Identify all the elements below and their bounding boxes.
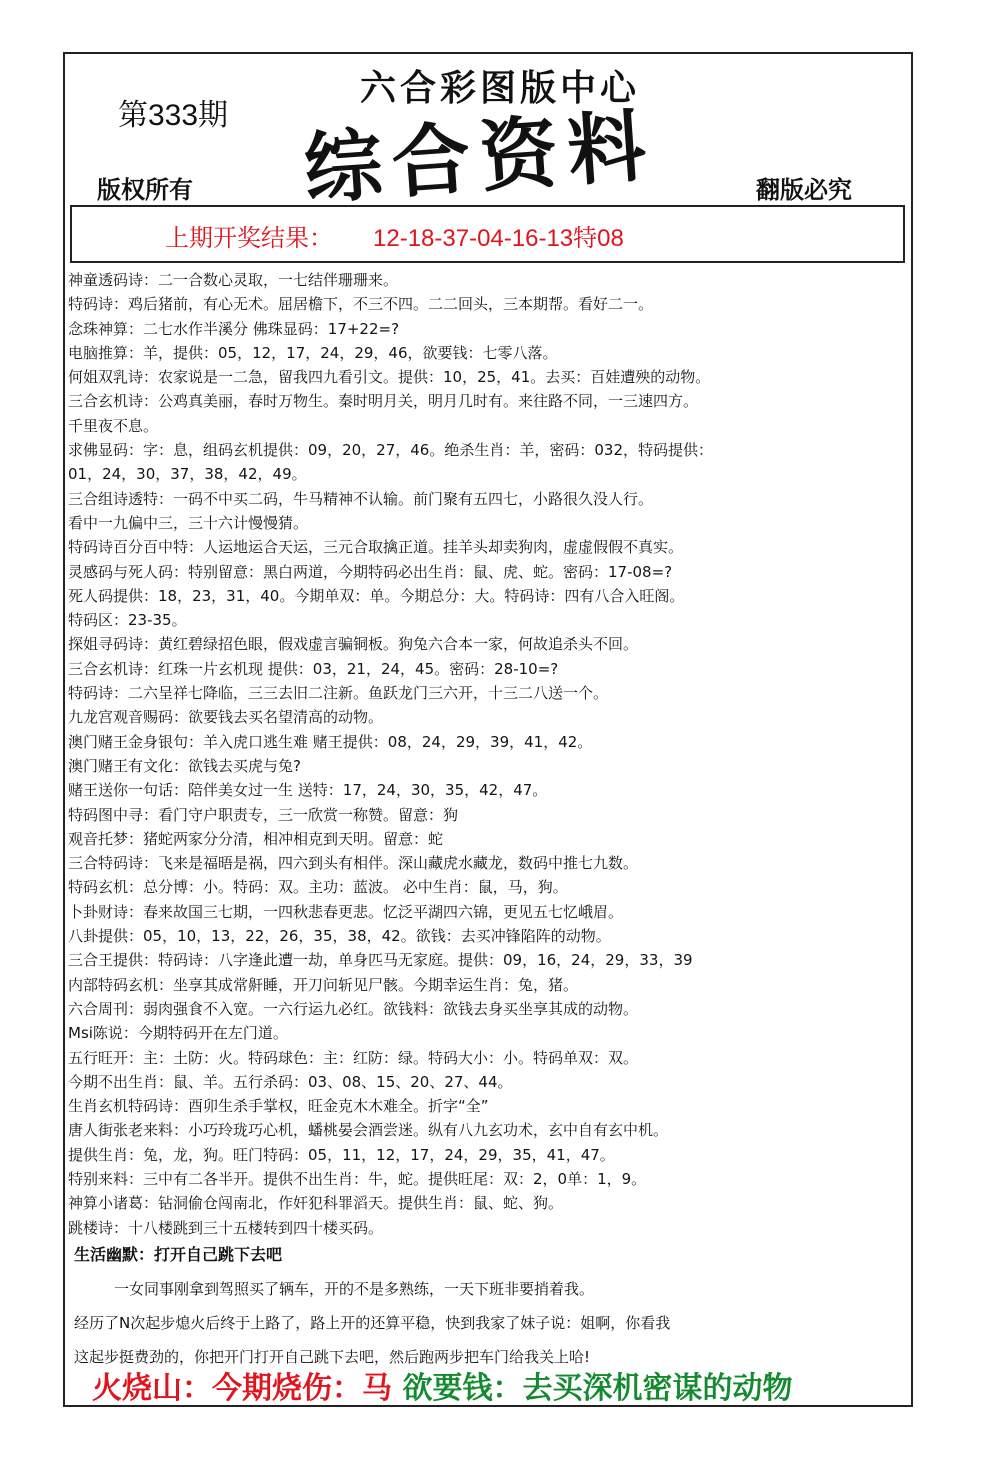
info-line: 内部特码玄机：坐享其成常鼾睡，开刀问斩见尸骸。今期幸运生肖：兔，猪。 [68, 975, 579, 994]
info-line: 三合特码诗：飞来是福晤是祸，四六到头有相伴。深山藏虎水藏龙，数码中推七九数。 [68, 854, 639, 873]
humor-section [74, 1238, 904, 1374]
info-line: 灵感码与死人码：特别留意：黑白两道，今期特码必出生肖：鼠、虎、蛇。密码：17-08=? [68, 562, 673, 581]
info-line: 千里夜不息。 [68, 416, 159, 435]
info-line: 特码玄机：总分博：小。特码：双。主功：蓝波。 必中生肖：鼠，马，狗。 [68, 878, 568, 897]
info-line: 三合玄机诗：公鸡真美丽，春时万物生。秦时明月关，明月几时有。来往路不同，一三速四方。 [68, 392, 699, 411]
info-line: 澳门赌王有文化：欲钱去买虎与兔? [68, 756, 301, 775]
info-line: 神童透码诗：二一合数心灵取，一七结伴珊珊来。 [68, 271, 399, 289]
copyright-right: 翻版必究 [756, 175, 852, 204]
info-line: 看中一九偏中三，三十六计慢慢猜。 [68, 513, 309, 532]
result-value: 12-18-37-04-16-13特08 [373, 225, 624, 252]
humor-line: 一女同事刚拿到驾照买了辆车，开的不是多熟练，一天下班非要捎着我。 [114, 1280, 595, 1298]
humor-line: 这起步挺费劲的，你把开门打开自己跳下去吧，然后跑两步把车门给我关上哈! [74, 1348, 591, 1366]
info-line: 特码区：23-35。 [68, 611, 187, 630]
info-line: 特码诗：鸡后猪前，有心无术。屈居檐下，不三不四。二二回头，三本期帮。看好二一。 [68, 295, 654, 314]
main-title: 综合资料 [301, 100, 659, 216]
info-line: 澳门赌王金身银句：羊入虎口逃生难 赌王提供：08，24，29，39，41，42。 [68, 732, 593, 751]
info-line: 观音托梦：猪蛇两家分分清，相冲相克到天明。留意：蛇 [68, 829, 444, 848]
info-line: 提供生肖：兔，龙，狗。旺门特码：05，11，12，17，24，29，35，41，47。 [68, 1145, 615, 1164]
info-line: 三合组诗透特：一码不中买二码，牛马精神不认输。前门聚有五四七，小路很久没人行。 [68, 489, 654, 508]
copyright-left: 版权所有 [97, 175, 193, 204]
result-label: 上期开奖结果： [165, 225, 333, 252]
info-line: 探姐寻码诗：黄红碧绿招色眼，假戏虚言骗铜板。狗兔六合本一家，何故追杀头不回。 [68, 635, 639, 654]
info-line: 特别来料：三中有二各半开。提供不出生肖：牛，蛇。提供旺尾：双：2，0单：1，9。 [68, 1169, 647, 1188]
info-line: 何姐双乳诗：农家说是一二急，留我四九看引文。提供：10，25，41。去买：百娃遭殃的动物。 [68, 368, 711, 387]
info-line: 特码图中寻：看门守户职责专，三一欣赏一称赞。留意：狗 [68, 805, 459, 824]
humor-line: 经历了N次起步熄火后终于上路了，路上开的还算平稳，快到我家了妹子说：姐啊，你看我 [74, 1314, 671, 1332]
info-line: 特码诗：二六呈祥七降临，三三去旧二注新。鱼跃龙门三六开，十三二八送一个。 [68, 684, 609, 703]
info-line: 八卦提供：05，10，13，22，26，35，38，42。欲钱：去买冲锋陷阵的动物。 [68, 927, 611, 946]
info-line: 特码诗百分百中特：人运地运合天运，三元合取擒正道。挂羊头却卖狗肉，虚虚假假不真实。 [68, 538, 684, 557]
info-line: 卜卦财诗：春来故国三七期，一四秋悲春更悲。忆泛平湖四六锦，更见五七忆峨眉。 [68, 902, 624, 921]
info-line: 唐人街张老来料：小巧玲珑巧心机，蟠桃晏会酒尝迷。纵有八九玄功术，玄中自有玄中机。 [68, 1121, 669, 1140]
info-line: 今期不出生肖：鼠、羊。五行杀码：03、08、15、20、27、44。 [68, 1072, 513, 1091]
info-lines [68, 268, 908, 1240]
info-line: 生肖玄机特码诗：酉卯生杀手掌权，旺金克木木难全。折字“全” [68, 1097, 489, 1116]
info-line: 求佛显码：字：息，组码玄机提供：09，20，27，46。绝杀生肖：羊，密码：032，特码提供： [68, 441, 713, 460]
info-line: 九龙宫观音赐码：欲要钱去买名望清高的动物。 [68, 708, 384, 727]
info-line: 三合玄机诗：红珠一片玄机现 提供：03，21，24，45。密码：28-10=? [68, 659, 559, 678]
info-line: 五行旺开：主：土防：火。特码球色：主：红防：绿。特码大小：小。特码单双：双。 [68, 1048, 639, 1067]
info-line: 念珠神算：二七水作半溪分 佛珠显码：17+22=? [68, 319, 400, 338]
info-line: 电脑推算：羊，提供：05，12，17，24，29，46，欲要钱：七零八落。 [68, 343, 558, 362]
info-line: 六合周刊：弱肉强食不入宽。一六行运九必红。欲钱料：欲钱去身买坐享其成的动物。 [68, 999, 639, 1018]
info-line: 神算小诸葛：钻洞偷仓闯南北，作奸犯科罪滔天。提供生肖：鼠、蛇、狗。 [68, 1194, 564, 1213]
center-title: 六合彩图版中心 [360, 67, 641, 109]
info-line: 三合王提供：特码诗：八字逢此遭一劫，单身匹马无家庭。提供：09，16，24，29，33，39 [68, 951, 693, 970]
footer-hint-red: 火烧山：今期烧伤：马 [92, 1371, 392, 1406]
info-line: 跳楼诗：十八楼跳到三十五楼转到四十楼买码。 [68, 1218, 384, 1237]
info-line: 01，24，30，37，38，42，49。 [68, 465, 307, 484]
info-line: 赌王送你一句话：陪伴美女过一生 送特：17，24，30，35，42，47。 [68, 781, 548, 800]
issue-number: 第333期 [118, 99, 229, 132]
footer-banner [92, 1363, 792, 1407]
info-line: Msi陈说：今期特码开在左门道。 [68, 1024, 288, 1043]
info-line: 死人码提供：18，23，31，40。今期单双：单。今期总分：大。特码诗：四有八合入旺阁。 [68, 586, 685, 605]
footer-hint-green: 欲要钱：去买深机密谋的动物 [402, 1371, 793, 1406]
humor-title: 生活幽默：打开自己跳下去吧 [74, 1245, 283, 1264]
